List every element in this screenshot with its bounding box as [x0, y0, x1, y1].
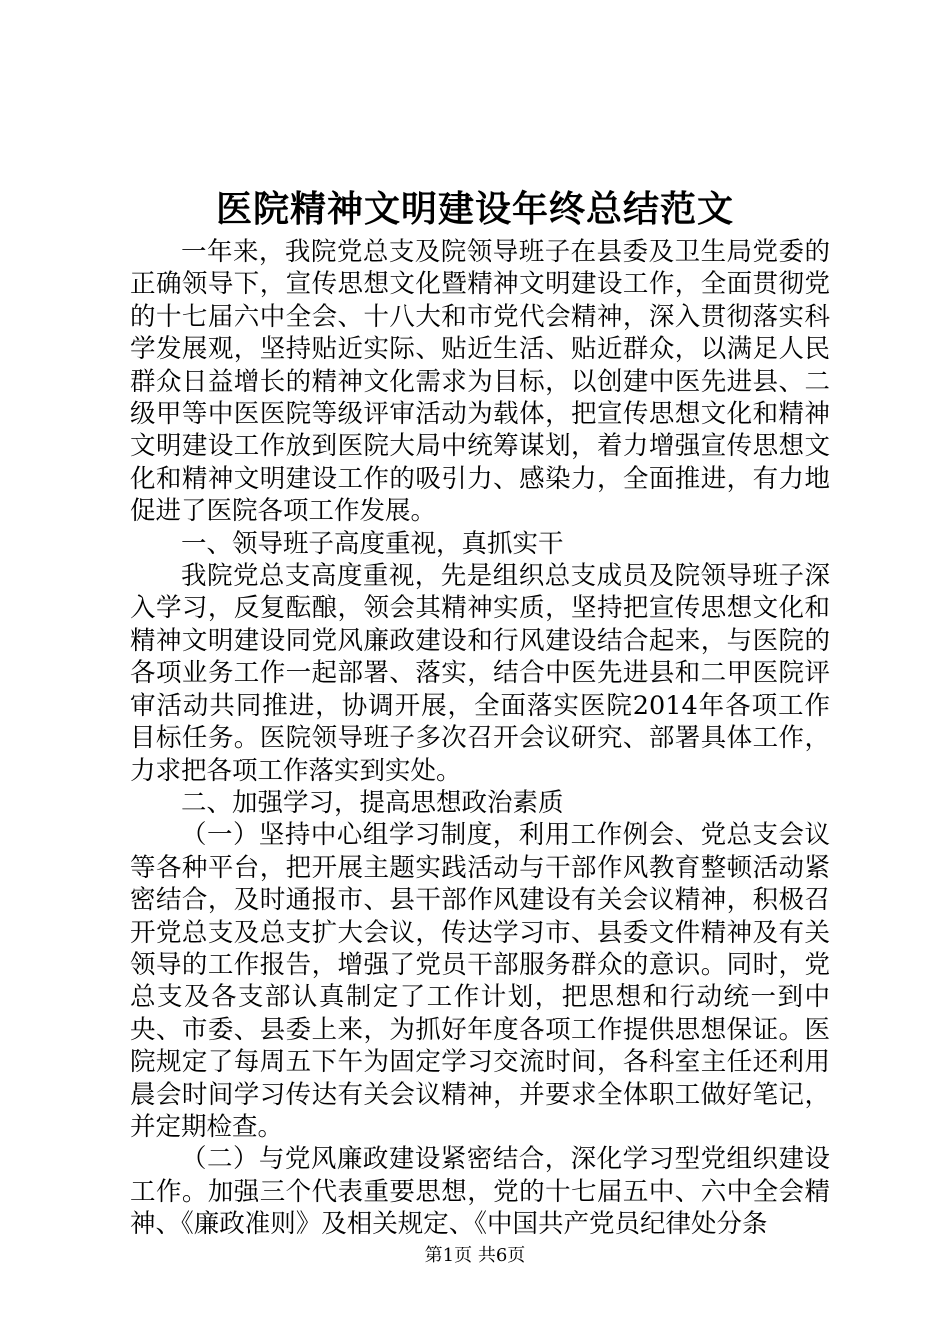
- body-paragraph: 一年来，我院党总支及院领导班子在县委及卫生局党委的正确领导下，宣传思想文化暨精神文明建设工作，全面贯彻党的十七届六中全会、十八大和市党代会精神，深入贯彻落实科学发展观，坚持贴近实际、贴近生活、贴近群众，以满足人民群众日益增长的精神文化需求为目标，以创建中医先进县、二级甲等中医医院等级评审活动为载体，把宣传思想文化和精神文明建设工作放到医院大局中统筹谋划，着力增强宣传思想文化和精神文明建设工作的吸引力、感染力，全面推进，有力地促进了医院各项工作发展。: [130, 237, 830, 527]
- page-footer: 第1页 共6页: [424, 1245, 526, 1266]
- section-heading: 二、加强学习，提高思想政治素质: [181, 787, 564, 818]
- document-body: [130, 236, 830, 1241]
- document-title: 医院精神文明建设年终总结范文: [215, 188, 734, 230]
- body-paragraph: 我院党总支高度重视，先是组织总支成员及院领导班子深入学习，反复酝酿，领会其精神实质，坚持把宣传思想文化和精神文明建设同党风廉政建设和行风建设结合起来，与医院的各项业务工作一起部署、落实，结合中医先进县和二甲医院评审活动共同推进，协调开展，全面落实医院2014年各项工作目标任务。医院领导班子多次召开会议研究、部署具体工作，力求把各项工作落实到实处。: [130, 561, 830, 786]
- body-paragraph: （二）与党风廉政建设紧密结合，深化学习型党组织建设工作。加强三个代表重要思想，党的十七届五中、六中全会精神、《廉政准则》及相关规定、《中国共产党员纪律处分条: [130, 1144, 830, 1240]
- section-heading: 一、领导班子高度重视，真抓实干: [181, 528, 564, 559]
- body-paragraph: （一）坚持中心组学习制度，利用工作例会、党总支会议等各种平台，把开展主题实践活动与干部作风教育整顿活动紧密结合，及时通报市、县干部作风建设有关会议精神，积极召开党总支及总支扩大会议，传达学习市、县委文件精神及有关领导的工作报告，增强了党员干部服务群众的意识。同时，党总支及各支部认真制定了工作计划，把思想和行动统一到中央、市委、县委上来，为抓好年度各项工作提供思想保证。医院规定了每周五下午为固定学习交流时间，各科室主任还利用晨会时间学习传达有关会议精神，并要求全体职工做好笔记，并定期检查。: [130, 820, 830, 1142]
